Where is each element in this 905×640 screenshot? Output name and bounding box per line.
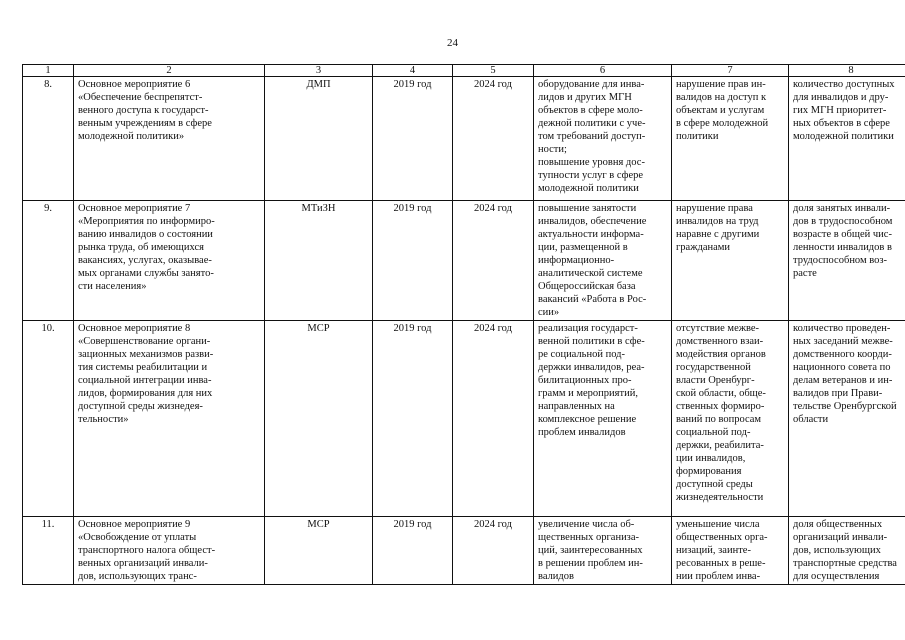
consequences-line: в сфере молодежной <box>676 118 769 129</box>
indicator-line: гих МГН приоритет- <box>793 105 887 116</box>
consequences-line: уменьшение числа <box>676 519 760 530</box>
start-year: 2019 год <box>373 201 453 321</box>
indicator-line: транспортные средства <box>793 558 897 569</box>
measure-name-line: «Совершенствование органи- <box>78 336 211 347</box>
col-header-6: 6 <box>534 65 672 77</box>
consequences-line: общественных орга- <box>676 532 768 543</box>
consequences-line: держки, реабилита- <box>676 440 764 451</box>
consequences-line: социальной под- <box>676 427 751 438</box>
consequences-line: объектам и услугам <box>676 105 765 116</box>
expected-result-line: комплексное решение <box>538 414 637 425</box>
indicator <box>789 517 905 585</box>
executor: МСР <box>265 321 373 517</box>
table-row <box>23 321 905 517</box>
consequences-line: жизнедеятельности <box>676 492 764 503</box>
indicator-line: организаций инвали- <box>793 532 888 543</box>
end-year: 2024 год <box>453 201 534 321</box>
indicator-line: для инвалидов и дру- <box>793 92 889 103</box>
expected-result <box>534 517 672 585</box>
expected-result <box>534 321 672 517</box>
expected-result-line: ций, заинтересованных <box>538 545 643 556</box>
consequences-line: валидов на доступ к <box>676 92 767 103</box>
indicator-line: возрасте в общей чис- <box>793 229 892 240</box>
row-number: 8. <box>23 77 74 201</box>
measure-name-line: Основное мероприятие 8 <box>78 323 191 334</box>
indicator-line: ных заседаний межве- <box>793 336 893 347</box>
measure-name-line: лидов, формирования для них <box>78 388 213 399</box>
start-year: 2019 год <box>373 517 453 585</box>
start-year: 2019 год <box>373 77 453 201</box>
measure-name-line: «Обеспечение беспрепятст- <box>78 92 203 103</box>
indicator-line: национного совета по <box>793 362 891 373</box>
consequences-line: наравне с другими <box>676 229 760 240</box>
expected-result-line: том требований доступ- <box>538 131 646 142</box>
expected-result-line: молодежной политики <box>538 183 639 194</box>
expected-result <box>534 77 672 201</box>
measure-name-line: венным учреждениям в сфере <box>78 118 212 129</box>
indicator-line: молодежной политики <box>793 131 894 142</box>
expected-result-line: информационно- <box>538 255 615 266</box>
expected-result-line: оборудование для инва- <box>538 79 645 90</box>
measure-name-line: венного доступа к государст- <box>78 105 209 116</box>
measure-name-line: сти населения» <box>78 281 147 292</box>
measure-name-line: тельности» <box>78 414 129 425</box>
consequences-line: формирования <box>676 466 742 477</box>
measure-name-line: Основное мероприятие 7 <box>78 203 191 214</box>
executor: МСР <box>265 517 373 585</box>
measure-name-line: «Освобождение от уплаты <box>78 532 197 543</box>
expected-result-line: повышение занятости <box>538 203 637 214</box>
expected-result-line: тупности услуг в сфере <box>538 170 644 181</box>
expected-result-line: держки инвалидов, реа- <box>538 362 645 373</box>
indicator-line: домственного коорди- <box>793 349 892 360</box>
expected-result-line: аналитической системе <box>538 268 643 279</box>
indicator <box>789 77 905 201</box>
measure-name-line: Основное мероприятие 6 <box>78 79 191 90</box>
consequences-line: нарушение прав ин- <box>676 79 766 90</box>
consequences-line: ции инвалидов, <box>676 453 746 464</box>
consequences <box>672 321 789 517</box>
indicator-line: количество доступных <box>793 79 895 90</box>
measure-name <box>74 201 265 321</box>
column-number-row <box>23 65 905 77</box>
consequences-line: домственного взаи- <box>676 336 764 347</box>
expected-result-line: в решении проблем ин- <box>538 558 643 569</box>
measure-name-line: социальной интеграции инва- <box>78 375 212 386</box>
indicator-line: ных объектов в сфере <box>793 118 890 129</box>
indicator-line: количество проведен- <box>793 323 891 334</box>
indicator-line: дов в трудоспособном <box>793 216 893 227</box>
indicator-line: дов, использующих <box>793 545 881 556</box>
expected-result-line: Общероссийская база <box>538 281 636 292</box>
consequences <box>672 201 789 321</box>
measure-name-line: мых органами службы занято- <box>78 268 214 279</box>
indicator <box>789 201 905 321</box>
measure-name-line: транспортного налога общест- <box>78 545 216 556</box>
expected-result-line: вакансий «Работа в Рос- <box>538 294 647 305</box>
measure-name <box>74 321 265 517</box>
expected-result <box>534 201 672 321</box>
consequences <box>672 77 789 201</box>
indicator-line: доля занятых инвали- <box>793 203 891 214</box>
consequences-line: власти Оренбург- <box>676 375 755 386</box>
measure-name-line: вакансиях, услугах, оказывае- <box>78 255 212 266</box>
expected-result-line: актуальности информа- <box>538 229 644 240</box>
row-number: 11. <box>23 517 74 585</box>
expected-result-line: направленных на <box>538 401 615 412</box>
expected-result-line: ности; <box>538 144 567 155</box>
measure-name-line: дов, использующих транс- <box>78 571 197 582</box>
col-header-8: 8 <box>789 65 905 77</box>
table-row <box>23 201 905 321</box>
expected-result-line: ции, размещенной в <box>538 242 628 253</box>
measure-name <box>74 517 265 585</box>
consequences <box>672 517 789 585</box>
expected-result-line: щественных организа- <box>538 532 639 543</box>
measure-name-line: рынка труда, об имеющихся <box>78 242 204 253</box>
table-row <box>23 517 905 585</box>
consequences-line: политики <box>676 131 719 142</box>
consequences-line: гражданами <box>676 242 731 253</box>
end-year: 2024 год <box>453 77 534 201</box>
indicator-line: области <box>793 414 829 425</box>
indicator-line: валидов при Прави- <box>793 388 883 399</box>
consequences-line: ресованных в реше- <box>676 558 766 569</box>
expected-result-line: увеличение числа об- <box>538 519 635 530</box>
indicator-line: расте <box>793 268 817 279</box>
executor: МТиЗН <box>265 201 373 321</box>
expected-result-line: валидов <box>538 571 574 582</box>
row-number: 10. <box>23 321 74 517</box>
expected-result-line: сии» <box>538 307 560 318</box>
col-header-1: 1 <box>23 65 74 77</box>
consequences-line: низаций, заинте- <box>676 545 751 556</box>
table-row <box>23 77 905 201</box>
indicator-line: тельстве Оренбургской <box>793 401 897 412</box>
indicator-line: делам ветеранов и ин- <box>793 375 893 386</box>
measure-name <box>74 77 265 201</box>
measure-name-line: доступной среды жизнедея- <box>78 401 203 412</box>
expected-result-line: билитационных про- <box>538 375 632 386</box>
page-number: 24 <box>447 37 458 49</box>
col-header-2: 2 <box>74 65 265 77</box>
consequences-line: ваний по вопросам <box>676 414 762 425</box>
consequences-line: ственных формиро- <box>676 401 765 412</box>
end-year: 2024 год <box>453 321 534 517</box>
expected-result-line: проблем инвалидов <box>538 427 626 438</box>
measure-name-line: ванию инвалидов о состоянии <box>78 229 213 240</box>
expected-result-line: инвалидов, обеспечение <box>538 216 647 227</box>
consequences-line: ской области, обще- <box>676 388 766 399</box>
col-header-5: 5 <box>453 65 534 77</box>
indicator <box>789 321 905 517</box>
measures-table <box>22 64 905 585</box>
executor: ДМП <box>265 77 373 201</box>
indicator-line: трудоспособном воз- <box>793 255 888 266</box>
expected-result-line: объектов в сфере моло- <box>538 105 643 116</box>
expected-result-line: лидов и других МГН <box>538 92 632 103</box>
consequences-line: доступной среды <box>676 479 753 490</box>
expected-result-line: повышение уровня дос- <box>538 157 645 168</box>
expected-result-line: ре социальной под- <box>538 349 625 360</box>
col-header-3: 3 <box>265 65 373 77</box>
indicator-line: для осуществления <box>793 571 880 582</box>
indicator-line: ленности инвалидов в <box>793 242 892 253</box>
indicator-line: доля общественных <box>793 519 883 530</box>
consequences-line: нии проблем инва- <box>676 571 761 582</box>
consequences-line: модействия органов <box>676 349 766 360</box>
consequences-line: отсутствие межве- <box>676 323 760 334</box>
expected-result-line: реализация государст- <box>538 323 638 334</box>
consequences-line: государственной <box>676 362 751 373</box>
row-number: 9. <box>23 201 74 321</box>
measure-name-line: тия системы реабилитации и <box>78 362 208 373</box>
measure-name-line: Основное мероприятие 9 <box>78 519 191 530</box>
start-year: 2019 год <box>373 321 453 517</box>
col-header-7: 7 <box>672 65 789 77</box>
expected-result-line: грамм и мероприятий, <box>538 388 638 399</box>
measure-name-line: молодежной политики» <box>78 131 185 142</box>
consequences-line: инвалидов на труд <box>676 216 759 227</box>
col-header-4: 4 <box>373 65 453 77</box>
expected-result-line: дежной политики с уче- <box>538 118 646 129</box>
measure-name-line: «Мероприятия по информиро- <box>78 216 215 227</box>
expected-result-line: венной политики в сфе- <box>538 336 645 347</box>
measure-name-line: венных организаций инвали- <box>78 558 208 569</box>
measure-name-line: зационных механизмов разви- <box>78 349 214 360</box>
consequences-line: нарушение права <box>676 203 753 214</box>
end-year: 2024 год <box>453 517 534 585</box>
